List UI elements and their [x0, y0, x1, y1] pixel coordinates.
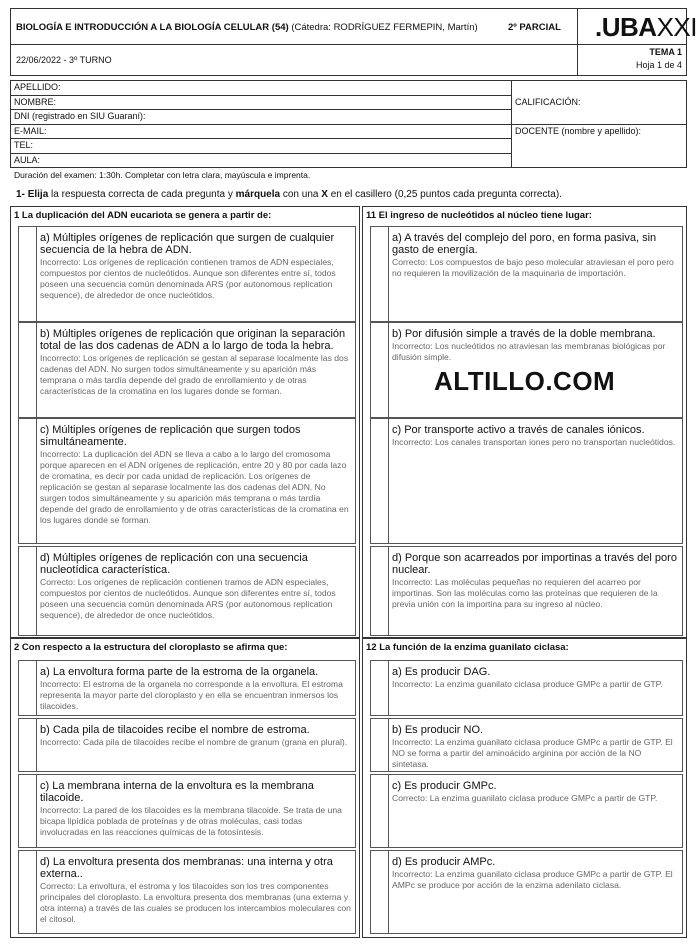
- answer-option: [370, 718, 683, 772]
- answer-body: [392, 666, 678, 690]
- student-field-label: AULA:: [14, 155, 41, 165]
- answer-checkbox[interactable]: [19, 661, 37, 715]
- answer-feedback: Correcto: Los orígenes de replicación contienen tramos de ADN especiales, compuestos por cientos de nucleótidos. Aunque son diferentes entre sí, todos poseen una secuencia común denominada ARS (por autonomous replication sequence), de alrededor de once nucleótidos.: [40, 577, 336, 620]
- uba-logo: .UBAXXI: [595, 12, 697, 42]
- field-divider: [10, 138, 511, 139]
- answer-checkbox[interactable]: [371, 419, 389, 543]
- header-box: [10, 8, 687, 76]
- answer-text: c) Por transporte activo a través de canales iónicos.: [392, 424, 645, 436]
- answer-option: [370, 418, 683, 544]
- answer-checkbox[interactable]: [371, 547, 389, 635]
- student-field-label: NOMBRE:: [14, 96, 57, 107]
- answer-text: c) La membrana interna de la envoltura es la membrana tilacoide.: [40, 780, 314, 804]
- answer-body: [392, 856, 678, 891]
- answer-body: [40, 724, 351, 748]
- answer-checkbox[interactable]: [371, 661, 389, 715]
- answer-feedback: Incorrecto: Los orígenes de replicación se gestan al separase localmente las dos cadenas del ADN. No surgen todos simultáneamente y su aparición más temprana o más tardía depende del grado de enrollamiento y de otras características de la cromatina en los lugares donde se forman.: [40, 353, 349, 396]
- student-field-label: DNI (registrado en SIU Guaraní):: [14, 111, 146, 122]
- answer-body: [40, 424, 351, 526]
- answer-text: a) La envoltura forma parte de la estroma de la organela.: [40, 666, 319, 678]
- answer-feedback: Incorrecto: El estroma de la organela no corresponde a la envoltura. El estroma representa la mayor parte del cloroplasto y en ella se encuentran inmersos los tilacoides.: [40, 679, 343, 711]
- field-divider: [10, 95, 511, 96]
- answer-body: [392, 780, 678, 804]
- answer-checkbox[interactable]: [19, 547, 37, 635]
- answer-text: c) Múltiples orígenes de replicación que surgen todos simultáneamente.: [40, 424, 301, 448]
- instructions: 1- Elija la respuesta correcta de cada pregunta y márquela con una X en el casillero (0,25 puntos cada pregunta correcta).: [16, 189, 562, 200]
- answer-body: [40, 552, 351, 621]
- answer-option: [18, 850, 356, 934]
- field-divider: [10, 124, 511, 125]
- answer-text: b) Es producir NO.: [392, 724, 484, 736]
- answer-checkbox[interactable]: [371, 851, 389, 933]
- watermark: ALTILLO.COM: [434, 366, 616, 396]
- answer-text: d) Porque son acarreados por importinas a través del poro nuclear.: [392, 552, 677, 576]
- answer-feedback: Incorrecto: La enzima guanilato ciclasa produce GMPc a partir de GTP. El AMPc se produce por acción de la enzima adenilato ciclasa.: [392, 869, 673, 890]
- answer-checkbox[interactable]: [19, 775, 37, 847]
- exam-name: 2º PARCIAL: [508, 22, 561, 33]
- exam-duration: Duración del examen: 1:30h. Completar con letra clara, mayúscula e imprenta.: [14, 170, 311, 180]
- question-header: 11 El ingreso de nucleótidos al núcleo tiene lugar:: [366, 210, 592, 221]
- calificacion-label: CALIFICACIÓN:: [515, 97, 581, 107]
- docente-label: DOCENTE (nombre y apellido):: [515, 126, 642, 136]
- answer-body: [392, 552, 678, 610]
- answer-option: [370, 774, 683, 848]
- student-field-label: TEL:: [14, 140, 34, 151]
- answer-feedback: Incorrecto: Cada pila de tilacoides recibe el nombre de granum (grana en plural).: [40, 737, 348, 747]
- answer-body: [392, 724, 678, 770]
- answer-feedback: Correcto: Los compuestos de bajo peso molecular atraviesan el poro pero no requieren la movilización de la maquinaria de importación.: [392, 257, 674, 278]
- answer-feedback: Incorrecto: La enzima guanilato ciclasa produce GMPc a partir de GTP.: [392, 679, 663, 689]
- answer-option: [18, 774, 356, 848]
- grading-divider: [511, 124, 687, 125]
- field-divider: [10, 153, 511, 154]
- answer-option: [370, 850, 683, 934]
- student-field-label: APELLIDO:: [14, 82, 61, 92]
- header-divider-r: [577, 44, 687, 45]
- answer-body: [392, 232, 678, 279]
- answer-checkbox[interactable]: [371, 775, 389, 847]
- answer-option: [370, 546, 683, 636]
- header-divider: [10, 44, 577, 45]
- answer-option: [18, 418, 356, 544]
- answer-text: d) Es producir AMPc.: [392, 856, 496, 868]
- answer-feedback: Incorrecto: Los canales transportan iones pero no transportan nucleótidos.: [392, 437, 676, 447]
- answer-checkbox[interactable]: [19, 419, 37, 543]
- answer-feedback: Correcto: La envoltura, el estroma y los tilacoides son los tres componentes principales del cloroplasto. La envoltura presenta dos membranas (una externa y otra interna) a través de las cuales se producen los intercambios moleculares con el citosol.: [40, 881, 351, 924]
- answer-body: [40, 328, 351, 397]
- answer-text: a) Es producir DAG.: [392, 666, 491, 678]
- answer-body: [392, 328, 678, 363]
- answer-feedback: Incorrecto: Los orígenes de replicación contienen tramos de ADN especiales, compuestos por cientos de nucleótidos. Aunque son diferentes entre sí, todos poseen una secuencia común denominada ARS (por autonomous replication sequence), de alrededor de once nucleótidos.: [40, 257, 336, 300]
- answer-option: [18, 718, 356, 772]
- answer-feedback: Incorrecto: La enzima guanilato ciclasa produce GMPc a partir de GTP. El NO se forma a partir del aminoácido arginina por acción de la NO sintetasa.: [392, 737, 673, 769]
- answer-text: c) Es producir GMPc.: [392, 780, 497, 792]
- answer-option: [18, 546, 356, 636]
- answer-text: a) A través del complejo del poro, en forma pasiva, sin gasto de energía.: [392, 232, 657, 256]
- answer-feedback: Incorrecto: La pared de los tilacoides es la membrana tilacoide. Se trata de una bicapa lipídica poblada de proteínas y de otras moléculas, casi todas involucradas en las reacciones químicas de la fotosíntesis.: [40, 805, 342, 837]
- page-count: Hoja 1 de 4: [635, 60, 682, 70]
- answer-option: [18, 660, 356, 716]
- answer-option: [370, 226, 683, 322]
- answer-checkbox[interactable]: [371, 719, 389, 771]
- student-field-label: E-MAIL:: [14, 125, 47, 136]
- answer-text: d) Múltiples orígenes de replicación con una secuencia nucleotídica característica.: [40, 552, 308, 576]
- answer-body: [40, 856, 351, 925]
- answer-option: [370, 660, 683, 716]
- question-header: 12 La función de la enzima guanilato ciclasa:: [366, 642, 569, 653]
- answer-checkbox[interactable]: [19, 851, 37, 933]
- question-header: 1 La duplicación del ADN eucariota se genera a partir de:: [14, 210, 272, 221]
- header-divider-v: [577, 8, 578, 76]
- answer-checkbox[interactable]: [371, 227, 389, 321]
- course-title: BIOLOGÍA E INTRODUCCIÓN A LA BIOLOGÍA CELULAR (54) (Cátedra: RODRÍGUEZ FERMEPIN, Martín): [16, 22, 478, 33]
- answer-text: b) Por difusión simple a través de la doble membrana.: [392, 328, 656, 340]
- question-header: 2 Con respecto a la estructura del cloroplasto se afirma que:: [14, 642, 288, 653]
- answer-option: [18, 322, 356, 418]
- answer-checkbox[interactable]: [19, 719, 37, 771]
- answer-checkbox[interactable]: [19, 323, 37, 417]
- exam-date: 22/06/2022 - 3º TURNO: [16, 55, 112, 65]
- answer-checkbox[interactable]: [371, 323, 389, 417]
- answer-text: b) Múltiples orígenes de replicación que originan la separación total de las dos cadenas de ADN a lo largo de toda la hebra.: [40, 328, 346, 352]
- answer-feedback: Incorrecto: Los nucleótidos no atraviesan las membranas biológicas por difusión simple.: [392, 341, 666, 362]
- tema-label: TEMA 1: [649, 47, 682, 57]
- answer-text: d) La envoltura presenta dos membranas: una interna y otra externa..: [40, 856, 333, 880]
- answer-checkbox[interactable]: [19, 227, 37, 321]
- answer-body: [392, 424, 678, 448]
- answer-body: [40, 232, 351, 301]
- answer-feedback: Incorrecto: Las moléculas pequeñas no requieren del acarreo por importinas. Son las moléculas como las proteínas que requieren de la previa unión con la importina para su ingreso al núcleo.: [392, 577, 658, 609]
- answer-feedback: Incorrecto: La duplicación del ADN se lleva a cabo a lo largo del cromosoma porque aparecen en el ADN orígenes de replicación, entre 20 y 80 por cada lazo de cromatina, es decir por cada unidad de replicación. Los orígenes de replicación se gestan al separase localmente las dos cadenas del ADN. No surgen todos simultáneamente y su aparición más temprana o más tardía depende del grado de enrollamiento y de otras características de la cromatina en los lugares donde se forman.: [40, 449, 349, 525]
- answer-option: [18, 226, 356, 322]
- answer-text: a) Múltiples orígenes de replicación que surgen de cualquier secuencia de la hebra de ADN.: [40, 232, 335, 256]
- field-divider: [10, 109, 511, 110]
- answer-feedback: Correcto: La enzima guanilato ciclasa produce GMPc a partir de GTP.: [392, 793, 658, 803]
- answer-body: [40, 780, 351, 838]
- answer-body: [40, 666, 351, 712]
- answer-text: b) Cada pila de tilacoides recibe el nombre de estroma.: [40, 724, 310, 736]
